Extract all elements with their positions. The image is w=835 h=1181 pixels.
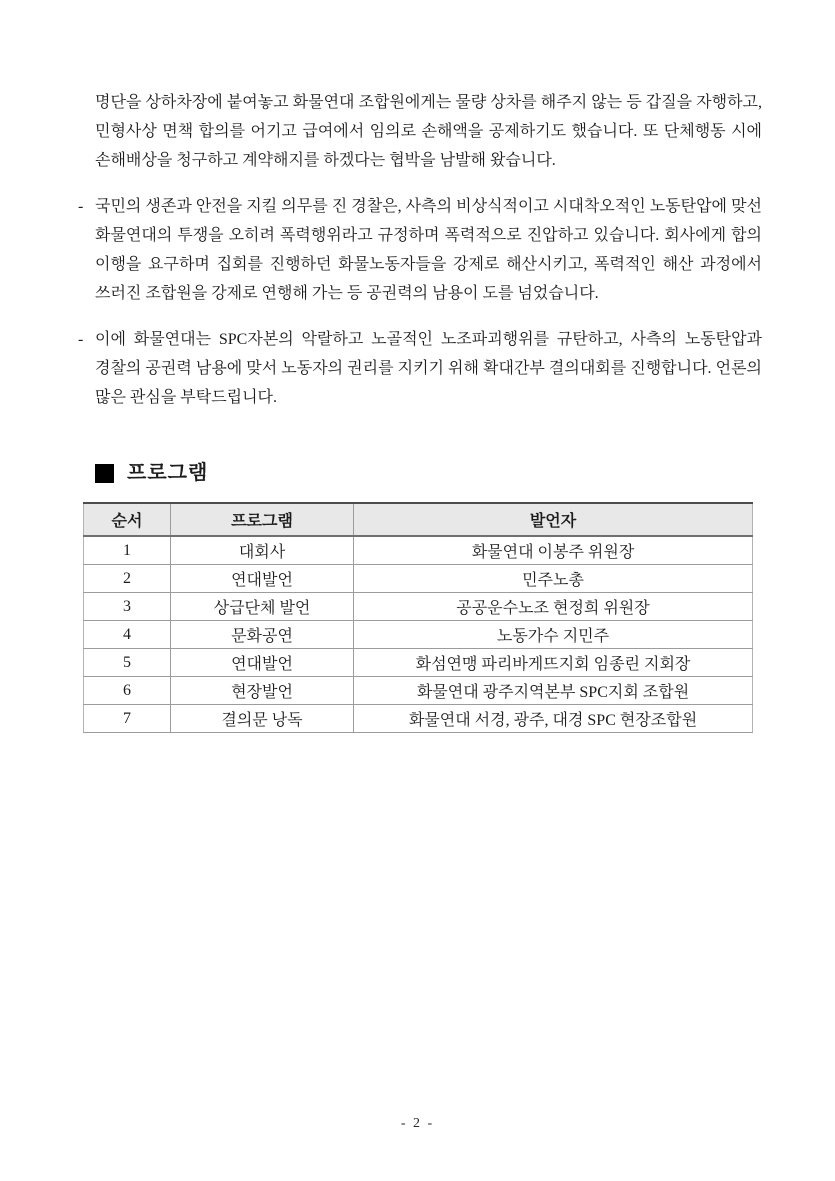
table-row	[84, 565, 753, 593]
table-header-row	[84, 503, 753, 536]
program-table	[83, 502, 753, 733]
column-header-program: 프로그램	[171, 503, 354, 536]
cell-program: 현장발언	[171, 677, 354, 705]
cell-order: 2	[84, 565, 171, 593]
page-number: - 2 -	[400, 1116, 435, 1131]
cell-order: 4	[84, 621, 171, 649]
cell-program: 연대발언	[171, 565, 354, 593]
paragraph-1	[95, 88, 762, 175]
column-header-speaker: 발언자	[354, 503, 753, 536]
cell-speaker: 화섬연맹 파리바게뜨지회 임종린 지회장	[354, 649, 753, 677]
table-row	[84, 677, 753, 705]
cell-program: 대회사	[171, 536, 354, 565]
cell-program: 연대발언	[171, 649, 354, 677]
cell-order: 7	[84, 705, 171, 733]
cell-speaker: 화물연대 서경, 광주, 대경 SPC 현장조합원	[354, 705, 753, 733]
dash-marker: -	[78, 331, 84, 348]
table-row	[84, 649, 753, 677]
cell-speaker: 공공운수노조 현정희 위원장	[354, 593, 753, 621]
cell-speaker: 민주노총	[354, 565, 753, 593]
section-title: 프로그램	[127, 462, 209, 484]
paragraph-1-text: 명단을 상하차장에 붙여놓고 화물연대 조합원에게는 물량 상차를 해주지 않는 등 갑질을 자행하고, 민형사상 면책 합의를 어기고 급여에서 임의로 손해액을 공제하기도 했습니다. 또 단체행동 시에 손해배상을 청구하고 계약해지를 하겠다는 협박을 남발해 왔습니다.	[95, 94, 762, 169]
dash-marker: -	[78, 198, 84, 215]
cell-program: 결의문 낭독	[171, 705, 354, 733]
black-square-bullet-icon	[95, 464, 114, 483]
table-row	[84, 536, 753, 565]
section-heading-program	[95, 461, 762, 485]
paragraph-3-text: 이에 화물연대는 SPC자본의 악랄하고 노골적인 노조파괴행위를 규탄하고, 사측의 노동탄압과 경찰의 공권력 남용에 맞서 노동자의 권리를 지키기 위해 확대간부 결의대회를 진행합니다. 언론의 많은 관심을 부탁드립니다.	[95, 331, 762, 406]
cell-program: 문화공연	[171, 621, 354, 649]
cell-order: 3	[84, 593, 171, 621]
cell-speaker: 화물연대 광주지역본부 SPC지회 조합원	[354, 677, 753, 705]
cell-order: 1	[84, 536, 171, 565]
cell-order: 6	[84, 677, 171, 705]
cell-order: 5	[84, 649, 171, 677]
cell-speaker: 노동가수 지민주	[354, 621, 753, 649]
table-row	[84, 593, 753, 621]
cell-speaker: 화물연대 이봉주 위원장	[354, 536, 753, 565]
table-row	[84, 705, 753, 733]
paragraph-2-text: 국민의 생존과 안전을 지킬 의무를 진 경찰은, 사측의 비상식적이고 시대착오적인 노동탄압에 맞선 화물연대의 투쟁을 오히려 폭력행위라고 규정하며 폭력적으로 진압하고 있습니다. 회사에게 합의 이행을 요구하며 집회를 진행하던 화물노동자들을 강제로 해산시키고, 폭력적인 해산 과정에서 쓰러진 조합원을 강제로 연행해 가는 등 공권력의 남용이 도를 넘었습니다.	[95, 198, 762, 302]
cell-program: 상급단체 발언	[171, 593, 354, 621]
table-row	[84, 621, 753, 649]
column-header-order: 순서	[84, 503, 171, 536]
paragraph-2	[78, 192, 762, 308]
paragraph-3	[78, 325, 762, 412]
